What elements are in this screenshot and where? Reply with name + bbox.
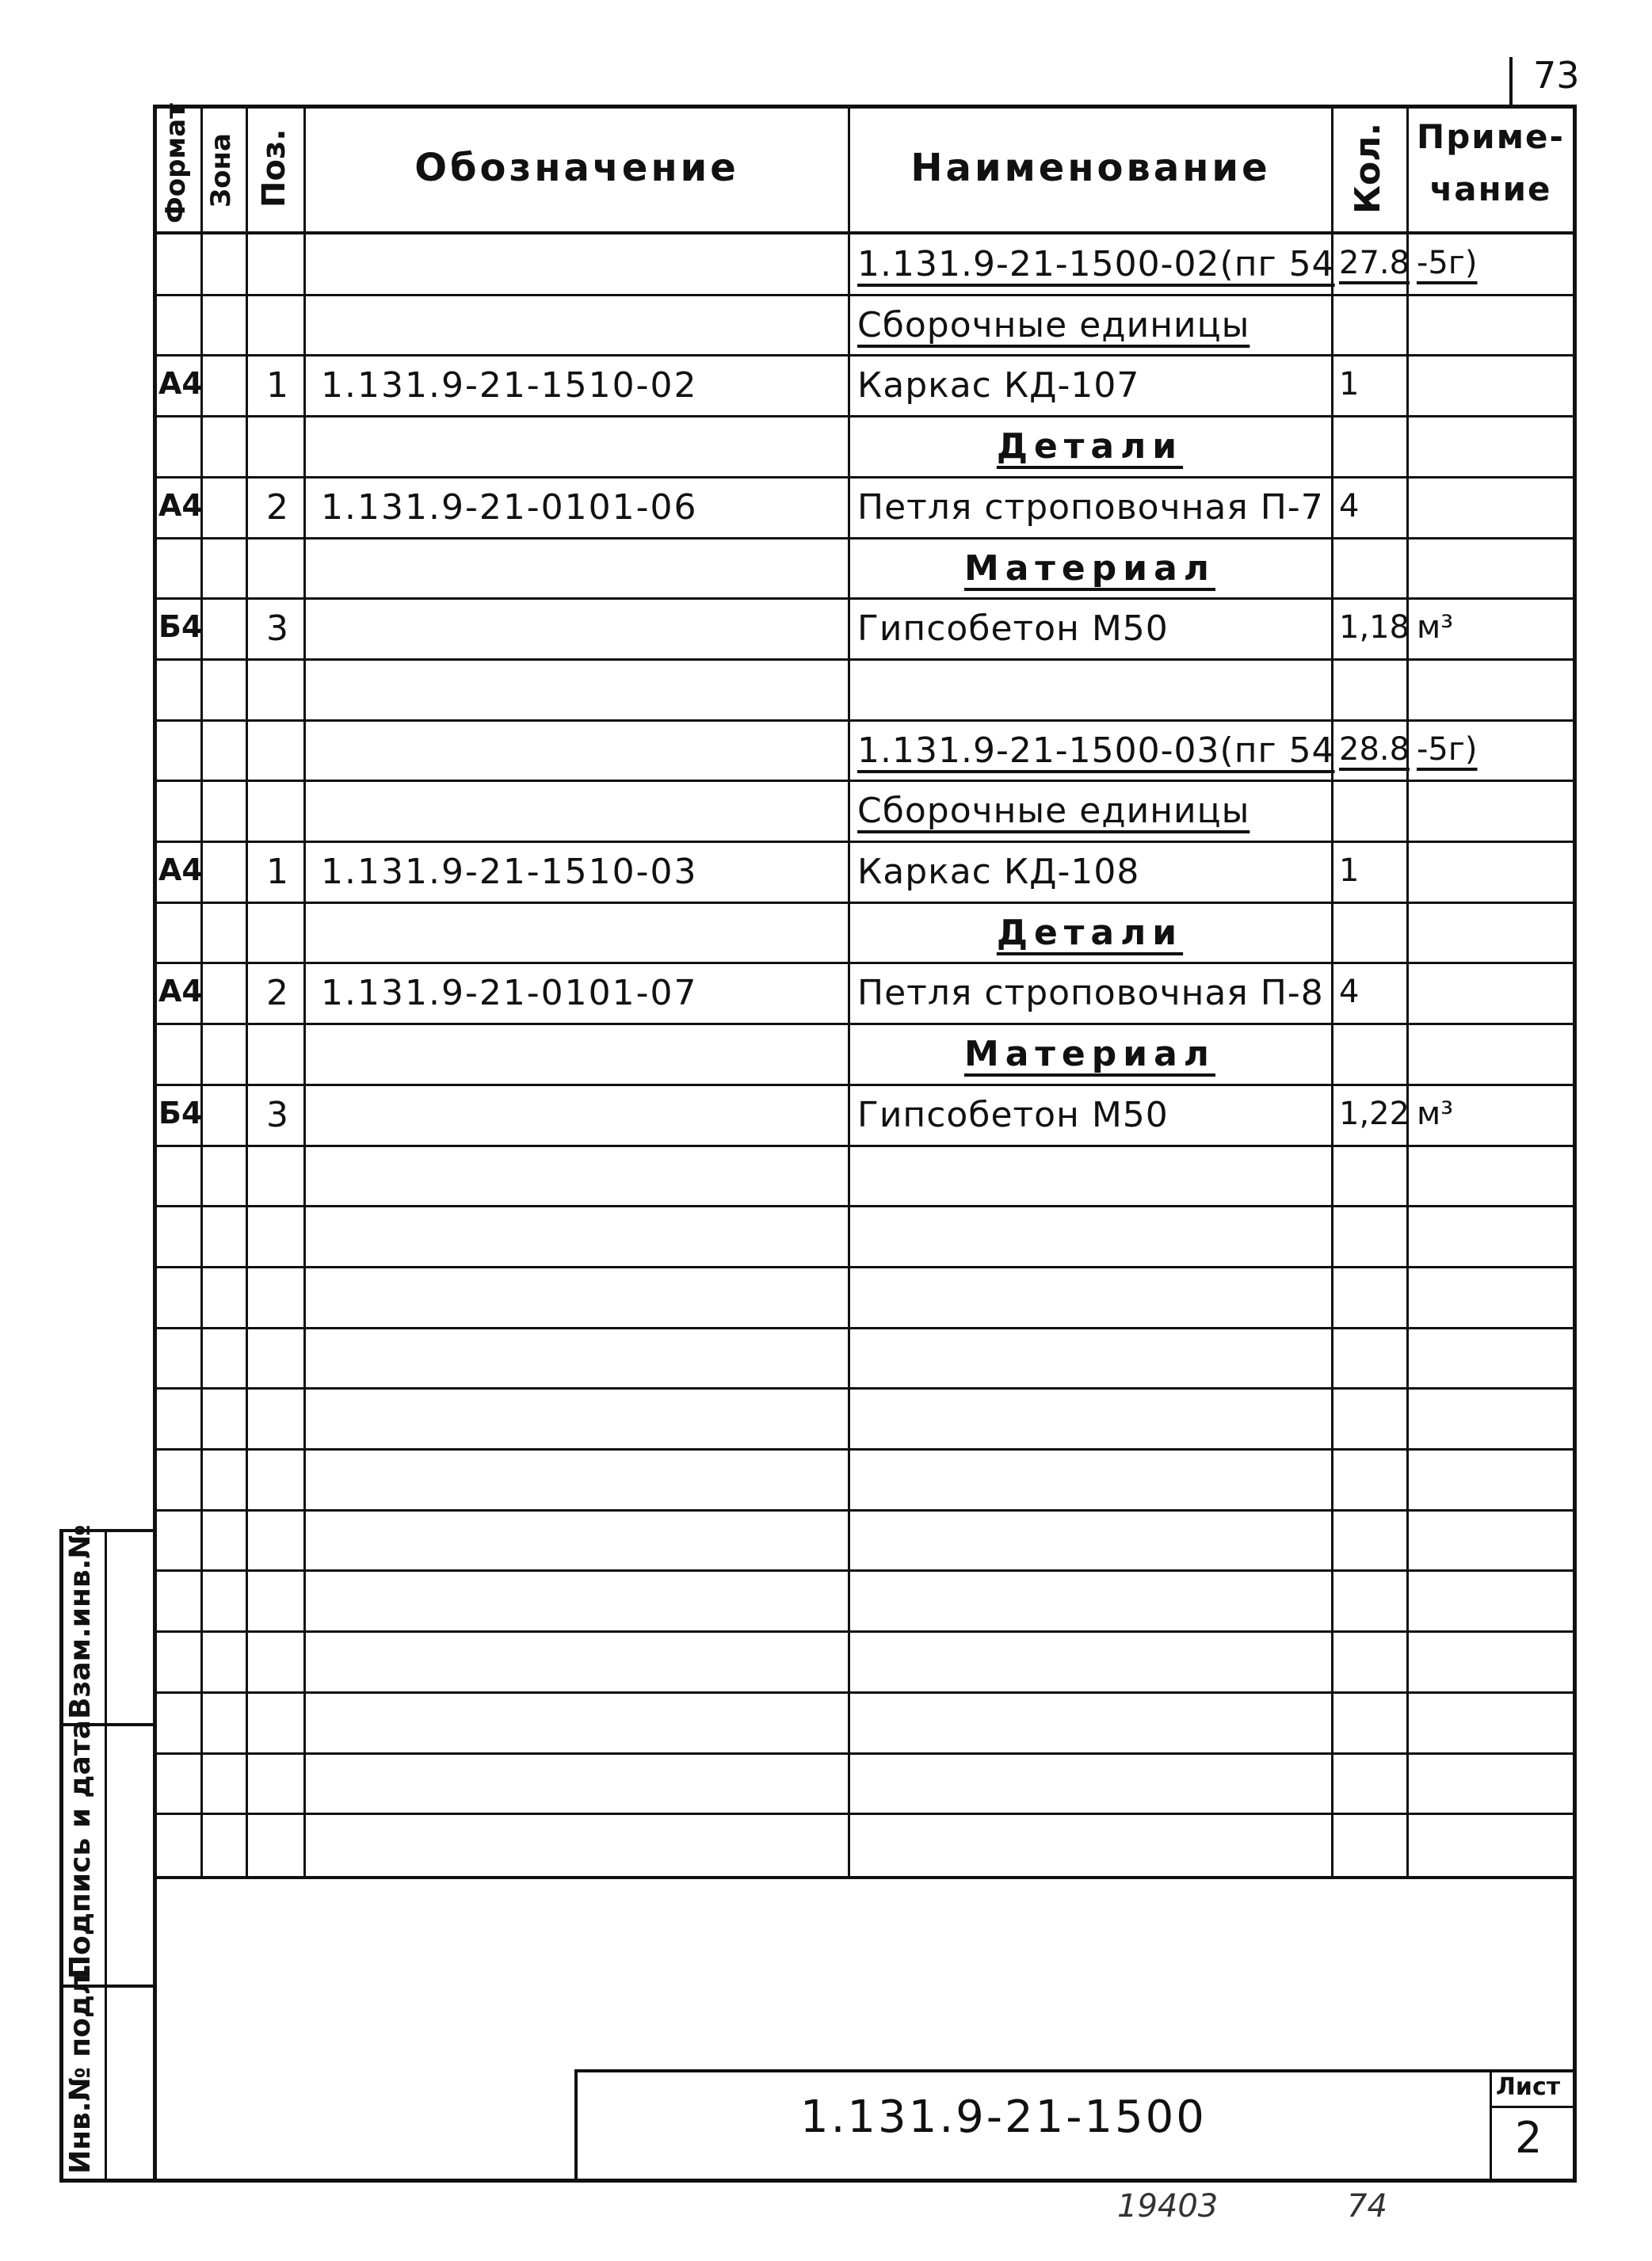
cell-format: А4 [158, 488, 203, 523]
cell-format: А4 [158, 366, 203, 401]
cell-qty: 4 [1339, 488, 1360, 524]
cell-designation: 1.131.9-21-1510-03 [321, 852, 698, 892]
cell-qty: 1,22 [1339, 1096, 1410, 1132]
cell-format: Б4 [158, 609, 203, 644]
sheet-number: 2 [1515, 2113, 1543, 2163]
cell-format: А4 [158, 852, 203, 887]
cell-name: Детали [996, 913, 1184, 953]
header-note-line1: Приме- [1417, 117, 1565, 156]
cell-name: 1.131.9-21-1500-02(пг 54 [857, 244, 1335, 284]
cell-format: А4 [158, 974, 203, 1008]
cell-name: Петля строповочная П-7 [857, 487, 1324, 528]
cell-qty: 1,18 [1339, 609, 1410, 646]
side-label-podpis: Подпись и дата [64, 1720, 97, 1979]
cell-pos: 1 [266, 365, 288, 406]
sheet-label: Лист [1496, 2073, 1561, 2101]
header-note-line2: чание [1429, 170, 1552, 208]
header-zone: Зона [205, 133, 237, 208]
cell-format: Б4 [158, 1096, 203, 1130]
cell-name: Детали [996, 426, 1184, 467]
header-pos: Поз. [256, 128, 292, 208]
header-qty: Кол. [1348, 122, 1388, 214]
cell-pos: 2 [266, 973, 288, 1013]
cell-designation: 1.131.9-21-1510-02 [321, 365, 698, 406]
side-label-vzam: Взам.инв.№ [64, 1524, 97, 1719]
cell-name: 1.131.9-21-1500-03(пг 54 [857, 730, 1335, 771]
cell-name: Петля строповочная П-8 [857, 973, 1324, 1013]
cell-pos: 3 [266, 608, 288, 649]
side-label-inv-podl: Инв.№ подл. [64, 1962, 97, 2174]
header-format: Формат [160, 103, 192, 223]
header-name: Наименование [910, 146, 1271, 190]
footer-note-right: 74 [1347, 2188, 1387, 2225]
cell-name: Гипсобетон М50 [857, 608, 1169, 649]
cell-note: -5г) [1417, 245, 1478, 281]
cell-name: Материал [963, 548, 1216, 589]
cell-pos: 1 [266, 852, 288, 892]
cell-name: Сборочные единицы [857, 791, 1250, 831]
cell-designation: 1.131.9-21-0101-07 [321, 973, 698, 1013]
cell-name: Каркас КД-108 [857, 852, 1140, 892]
cell-qty: 1 [1339, 852, 1360, 889]
cell-qty: 27.8 [1339, 245, 1410, 281]
cell-designation: 1.131.9-21-0101-06 [321, 487, 698, 528]
cell-pos: 2 [266, 487, 288, 528]
header-designation: Обозначение [414, 146, 739, 190]
document-code: 1.131.9-21-1500 [800, 2091, 1207, 2143]
cell-name: Сборочные единицы [857, 305, 1250, 345]
cell-note: м³ [1417, 609, 1454, 646]
cell-qty: 4 [1339, 974, 1360, 1010]
cell-name: Материал [963, 1034, 1216, 1074]
cell-name: Гипсобетон М50 [857, 1095, 1169, 1135]
footer-note-left: 19403 [1117, 2188, 1219, 2225]
cell-note: -5г) [1417, 731, 1478, 768]
cell-name: Каркас КД-107 [857, 365, 1140, 406]
cell-note: м³ [1417, 1096, 1454, 1132]
cell-pos: 3 [266, 1095, 288, 1135]
cell-qty: 1 [1339, 366, 1360, 402]
cell-qty: 28.8 [1339, 731, 1410, 768]
page-number: 73 [1533, 54, 1580, 97]
